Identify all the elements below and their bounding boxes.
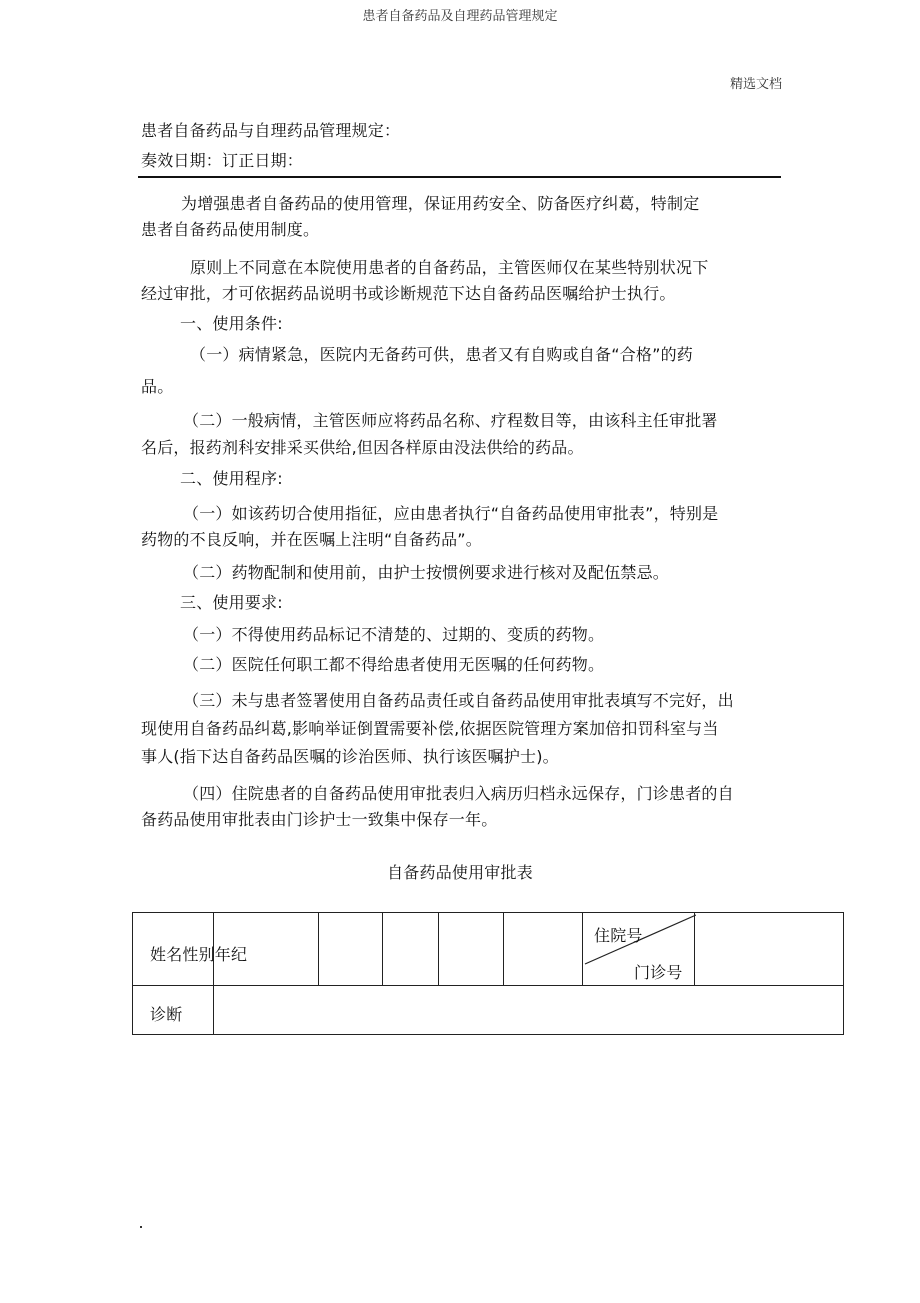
section-3-item-4-line-2: 备药品使用审批表由门诊护士一致集中保存一年。 — [141, 810, 498, 829]
principle-line-2: 经过审批，才可依据药品说明书或诊断规范下达自备药品医嘱给护士执行。 — [141, 284, 676, 303]
section-1-item-2-line-1: （二）一般病情，主管医师应将药品名称、疗程数目等，由该科主任审批署 — [183, 411, 718, 430]
section-3-item-3-line-3: 事人(指下达自备药品医嘱的诊治医师、执行该医嘱护士)。 — [141, 747, 559, 766]
table-label-column-divider — [213, 912, 214, 1035]
table-col-divider — [503, 912, 504, 985]
page-dot — [140, 1226, 142, 1228]
table-bottom-border — [132, 1034, 844, 1035]
section-3-item-4-line-1: （四）住院患者的自备药品使用审批表归入病历归档永远保存，门诊患者的自 — [183, 784, 734, 803]
title-rule — [138, 176, 781, 178]
section-2-heading: 二、使用程序: — [180, 469, 283, 488]
document-tag: 精选文档 — [730, 77, 783, 92]
intro-line-2: 患者自备药品使用制度。 — [141, 220, 320, 239]
section-1-item-1-line-1: （一）病情紧急，医院内无备药可供，患者又有自购或自备“合格”的药 — [190, 345, 693, 364]
document-title: 患者自备药品与自理药品管理规定： — [141, 121, 401, 140]
form-title: 自备药品使用审批表 — [387, 863, 533, 882]
effective-dates: 奏效日期：订正日期： — [141, 151, 304, 170]
section-1-item-1-line-2: 品。 — [141, 377, 174, 396]
section-2-item-1-line-1: （一）如该药切合使用指征，应由患者执行“自备药品使用审批表”，特别是 — [183, 504, 719, 523]
table-top-border — [132, 912, 844, 913]
section-3-heading: 三、使用要求: — [180, 593, 283, 612]
principle-line-1: 原则上不同意在本院使用患者的自备药品，主管医师仅在某些特别状况下 — [190, 258, 709, 277]
section-3-item-3-line-1: （三）未与患者签署使用自备药品责任或自备药品使用审批表填写不完好，出 — [183, 691, 734, 710]
running-header-title: 患者自备药品及自理药品管理规定 — [362, 9, 558, 24]
name-gender-age-label: 姓名性别年纪 — [150, 945, 248, 964]
table-row-divider — [132, 985, 844, 986]
table-col-divider — [382, 912, 383, 985]
table-col-divider — [318, 912, 319, 985]
section-1-heading: 一、使用条件: — [180, 314, 283, 333]
section-3-item-2: （二）医院任何职工都不得给患者使用无医嘱的任何药物。 — [183, 655, 605, 674]
section-3-item-1: （一）不得使用药品标记不清楚的、过期的、变质的药物。 — [183, 625, 605, 644]
section-3-item-3-line-2: 现使用自备药品纠葛,影响举证倒置需要补偿,依据医院管理方案加倍扣罚科室与当 — [141, 719, 719, 738]
inpatient-number-label: 住院号 — [594, 926, 643, 945]
table-left-border — [132, 912, 133, 1035]
section-2-item-2: （二）药物配制和使用前，由护士按惯例要求进行核对及配伍禁忌。 — [183, 563, 670, 582]
outpatient-number-label: 门诊号 — [634, 963, 683, 982]
intro-line-1: 为增强患者自备药品的使用管理，保证用药安全、防备医疗纠葛，特制定 — [181, 194, 700, 213]
diagnosis-label: 诊断 — [150, 1005, 183, 1024]
section-2-item-1-line-2: 药物的不良反响，并在医嘱上注明“自备药品”。 — [141, 530, 482, 549]
table-col-divider — [438, 912, 439, 985]
table-right-border — [843, 912, 844, 1035]
section-1-item-2-line-2: 名后，报药剂科安排采买供给,但因各样原由没法供给的药品。 — [141, 438, 584, 457]
